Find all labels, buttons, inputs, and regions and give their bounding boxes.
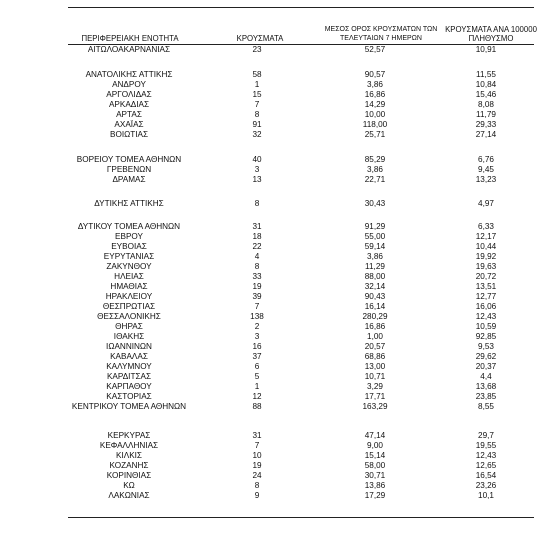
cell-cases: 19 xyxy=(252,461,262,470)
table-row xyxy=(0,165,550,175)
cell-cases-per-100k: 16,06 xyxy=(475,302,497,311)
table-row xyxy=(0,199,550,209)
cell-avg-7-days: 59,14 xyxy=(364,242,386,251)
cell-avg-7-days: 17,71 xyxy=(364,392,386,401)
cell-avg-7-days: 47,14 xyxy=(364,431,386,440)
cell-region: ΗΛΕΙΑΣ xyxy=(114,272,144,281)
cell-region: ΘΕΣΠΡΩΤΙΑΣ xyxy=(102,302,156,311)
cell-cases-per-100k: 9,45 xyxy=(478,165,494,174)
cell-cases: 15 xyxy=(252,90,262,99)
cell-region: ΚΑΡΠΑΘΟΥ xyxy=(106,382,152,391)
cell-cases-per-100k: 6,76 xyxy=(478,155,494,164)
cell-cases-per-100k: 12,43 xyxy=(475,451,497,460)
cell-cases: 24 xyxy=(252,471,262,480)
cell-cases-per-100k: 4,97 xyxy=(478,199,494,208)
cell-cases-per-100k: 13,68 xyxy=(475,382,497,391)
cell-avg-7-days: 3,86 xyxy=(367,165,383,174)
cell-avg-7-days: 30,43 xyxy=(364,199,386,208)
cell-cases: 12 xyxy=(252,392,262,401)
table-row xyxy=(0,451,550,461)
cell-cases-per-100k: 11,79 xyxy=(476,110,496,119)
cell-cases-per-100k: 13,23 xyxy=(475,175,497,184)
cell-region: ΒΟΡΕΙΟΥ ΤΟΜΕΑ ΑΘΗΝΩΝ xyxy=(76,155,182,164)
cell-cases: 8 xyxy=(254,199,260,208)
cell-cases: 10 xyxy=(252,451,262,460)
cell-cases-per-100k: 29,33 xyxy=(475,120,497,129)
cell-cases: 39 xyxy=(252,292,262,301)
cell-avg-7-days: 15,14 xyxy=(364,451,386,460)
table-row xyxy=(0,130,550,140)
cell-avg-7-days: 85,29 xyxy=(364,155,386,164)
table-row xyxy=(0,272,550,282)
table-row xyxy=(0,342,550,352)
cell-avg-7-days: 88,00 xyxy=(364,272,386,281)
table-row xyxy=(0,252,550,262)
cell-cases: 3 xyxy=(254,165,260,174)
cell-region: ΖΑΚΥΝΘΟΥ xyxy=(106,262,152,271)
cell-cases: 31 xyxy=(252,431,262,440)
cell-avg-7-days: 90,57 xyxy=(364,70,386,79)
cell-region: ΔΡΑΜΑΣ xyxy=(112,175,146,184)
cell-avg-7-days: 32,14 xyxy=(364,282,386,291)
cell-region: ΕΥΡΥΤΑΝΙΑΣ xyxy=(103,252,155,261)
cell-region: ΑΝΔΡΟΥ xyxy=(112,80,146,89)
table-row xyxy=(0,441,550,451)
cell-region: ΓΡΕΒΕΝΩΝ xyxy=(106,165,152,174)
cell-avg-7-days: 30,71 xyxy=(364,471,386,480)
cell-cases: 18 xyxy=(252,232,262,241)
cell-cases-per-100k: 8,55 xyxy=(478,402,494,411)
cell-avg-7-days: 9,00 xyxy=(367,441,383,450)
cell-avg-7-days: 14,29 xyxy=(364,100,386,109)
cell-region: ΚΑΣΤΟΡΙΑΣ xyxy=(106,392,152,401)
cell-avg-7-days: 3,29 xyxy=(367,382,383,391)
header-avg-7-days: ΜΕΣΟΣ ΟΡΟΣ ΚΡΟΥΣΜΑΤΩΝ ΤΩΝ ΤΕΛΕΥΤΑΙΩΝ 7 ΗΜΕΡΩΝ xyxy=(324,26,438,42)
cell-avg-7-days: 25,71 xyxy=(364,130,386,139)
cell-cases-per-100k: 12,77 xyxy=(475,292,497,301)
table-row xyxy=(0,461,550,471)
cell-cases-per-100k: 20,37 xyxy=(475,362,497,371)
table-row xyxy=(0,392,550,402)
cell-cases: 9 xyxy=(254,491,260,500)
cell-region: ΚΕΡΚΥΡΑΣ xyxy=(107,431,151,440)
table-row xyxy=(0,382,550,392)
cell-cases: 32 xyxy=(252,130,262,139)
cell-cases: 58 xyxy=(252,70,262,79)
table-row xyxy=(0,332,550,342)
cell-region: ΗΡΑΚΛΕΙΟΥ xyxy=(105,292,153,301)
cell-cases-per-100k: 10,1 xyxy=(478,491,494,500)
table-row xyxy=(0,352,550,362)
cell-avg-7-days: 52,57 xyxy=(364,45,386,54)
cell-cases: 2 xyxy=(254,322,260,331)
cell-region: ΚΑΛΥΜΝΟΥ xyxy=(106,362,152,371)
cell-cases: 3 xyxy=(254,332,260,341)
cell-cases-per-100k: 8,08 xyxy=(478,100,494,109)
cell-avg-7-days: 17,29 xyxy=(364,491,386,500)
cell-region: ΑΡΚΑΔΙΑΣ xyxy=(108,100,150,109)
cell-region: ΚΑΒΑΛΑΣ xyxy=(110,352,148,361)
cell-cases: 91 xyxy=(252,120,262,129)
cell-region: ΘΕΣΣΑΛΟΝΙΚΗΣ xyxy=(97,312,161,321)
cell-avg-7-days: 1,00 xyxy=(367,332,383,341)
header-cases: ΚΡΟΥΣΜΑΤΑ xyxy=(236,34,284,43)
cell-cases: 7 xyxy=(254,100,260,109)
table-row xyxy=(0,242,550,252)
cell-cases: 13 xyxy=(252,175,262,184)
cell-cases: 40 xyxy=(252,155,262,164)
cell-avg-7-days: 3,86 xyxy=(367,80,383,89)
cell-avg-7-days: 91,29 xyxy=(364,222,386,231)
cell-cases-per-100k: 12,17 xyxy=(475,232,497,241)
cell-avg-7-days: 10,00 xyxy=(364,110,386,119)
cell-cases-per-100k: 20,72 xyxy=(475,272,497,281)
table-row xyxy=(0,70,550,80)
cell-region: ΑΝΑΤΟΛΙΚΗΣ ΑΤΤΙΚΗΣ xyxy=(85,70,173,79)
cell-avg-7-days: 16,86 xyxy=(364,322,386,331)
cell-region: ΔΥΤΙΚΗΣ ΑΤΤΙΚΗΣ xyxy=(94,199,164,208)
cell-cases: 6 xyxy=(254,362,260,371)
cell-region: ΚΕΦΑΛΛΗΝΙΑΣ xyxy=(99,441,159,450)
table-row xyxy=(0,120,550,130)
cell-avg-7-days: 10,71 xyxy=(364,372,386,381)
cell-region: ΚΩ xyxy=(123,481,135,490)
table-bottom-rule xyxy=(68,517,534,518)
cell-cases: 1 xyxy=(254,382,260,391)
table-row xyxy=(0,491,550,501)
cell-cases-per-100k: 19,92 xyxy=(475,252,497,261)
header-cases-per-100k: ΚΡΟΥΣΜΑΤΑ ΑΝΑ 100000 ΠΛΗΘΥΣΜΟ xyxy=(445,25,537,43)
table-row xyxy=(0,322,550,332)
cell-cases-per-100k: 12,43 xyxy=(475,312,497,321)
table-row xyxy=(0,90,550,100)
cell-cases-per-100k: 10,84 xyxy=(475,80,497,89)
cell-avg-7-days: 13,00 xyxy=(364,362,386,371)
cell-cases: 31 xyxy=(252,222,262,231)
cell-avg-7-days: 3,86 xyxy=(367,252,383,261)
table-row xyxy=(0,481,550,491)
cell-cases: 138 xyxy=(250,312,264,321)
cell-cases-per-100k: 23,26 xyxy=(475,481,497,490)
cell-region: ΑΡΓΟΛΙΔΑΣ xyxy=(106,90,152,99)
table-row xyxy=(0,292,550,302)
cell-avg-7-days: 20,57 xyxy=(364,342,386,351)
cell-cases: 4 xyxy=(254,252,260,261)
table-row xyxy=(0,471,550,481)
cell-region: ΚΟΡΙΝΘΙΑΣ xyxy=(106,471,152,480)
cell-region: ΛΑΚΩΝΙΑΣ xyxy=(108,491,150,500)
cell-cases-per-100k: 27,14 xyxy=(475,130,497,139)
cell-region: ΚΑΡΔΙΤΣΑΣ xyxy=(106,372,152,381)
table-row xyxy=(0,302,550,312)
cell-region: ΚΙΛΚΙΣ xyxy=(115,451,142,460)
cell-avg-7-days: 55,00 xyxy=(364,232,386,241)
cell-cases-per-100k: 11,55 xyxy=(476,70,496,79)
cell-avg-7-days: 68,86 xyxy=(364,352,386,361)
cell-cases-per-100k: 10,44 xyxy=(475,242,497,251)
table-row xyxy=(0,402,550,412)
table-row xyxy=(0,222,550,232)
cell-cases-per-100k: 29,62 xyxy=(475,352,497,361)
cell-cases: 1 xyxy=(254,80,260,89)
cell-avg-7-days: 118,00 xyxy=(362,120,388,129)
cell-cases: 7 xyxy=(254,441,260,450)
cell-avg-7-days: 16,86 xyxy=(364,90,386,99)
cell-region: ΔΥΤΙΚΟΥ ΤΟΜΕΑ ΑΘΗΝΩΝ xyxy=(77,222,181,231)
cell-avg-7-days: 16,14 xyxy=(364,302,386,311)
cell-region: ΘΗΡΑΣ xyxy=(115,322,143,331)
cell-cases: 5 xyxy=(254,372,260,381)
table-row xyxy=(0,80,550,90)
cell-avg-7-days: 90,43 xyxy=(364,292,386,301)
table-row xyxy=(0,372,550,382)
cell-cases-per-100k: 10,59 xyxy=(475,322,497,331)
cell-region: ΑΧΑΪΑΣ xyxy=(114,120,144,129)
cell-avg-7-days: 22,71 xyxy=(364,175,386,184)
cell-cases: 22 xyxy=(252,242,262,251)
cell-cases-per-100k: 19,55 xyxy=(475,441,497,450)
cell-cases: 7 xyxy=(254,302,260,311)
cell-region: ΒΟΙΩΤΙΑΣ xyxy=(109,130,149,139)
cell-cases: 8 xyxy=(254,110,260,119)
table-row xyxy=(0,175,550,185)
cell-avg-7-days: 280,29 xyxy=(362,312,388,321)
cell-region: ΑΡΤΑΣ xyxy=(116,110,142,119)
cell-avg-7-days: 163,29 xyxy=(362,402,388,411)
cell-cases-per-100k: 12,65 xyxy=(475,461,497,470)
table-row xyxy=(0,362,550,372)
table-row xyxy=(0,100,550,110)
cell-cases: 16 xyxy=(252,342,262,351)
cell-cases-per-100k: 29,7 xyxy=(478,431,494,440)
header-region: ΠΕΡΙΦΕΡΕΙΑΚΗ ΕΝΟΤΗΤΑ xyxy=(81,34,179,43)
cell-region: ΚΕΝΤΡΙΚΟΥ ΤΟΜΕΑ ΑΘΗΝΩΝ xyxy=(71,402,187,411)
cell-cases-per-100k: 23,85 xyxy=(475,392,497,401)
cell-cases-per-100k: 19,63 xyxy=(475,262,497,271)
cell-cases: 37 xyxy=(252,352,262,361)
table-row xyxy=(0,431,550,441)
cell-region: ΙΘΑΚΗΣ xyxy=(113,332,145,341)
table-row xyxy=(0,45,550,55)
cell-cases-per-100k: 9,53 xyxy=(478,342,494,351)
cell-region: ΙΩΑΝΝΙΝΩΝ xyxy=(106,342,152,351)
cell-avg-7-days: 58,00 xyxy=(364,461,386,470)
cell-cases-per-100k: 92,85 xyxy=(475,332,497,341)
cell-region: ΕΒΡΟΥ xyxy=(115,232,143,241)
cell-cases-per-100k: 13,51 xyxy=(475,282,497,291)
cell-cases-per-100k: 16,54 xyxy=(475,471,497,480)
cell-cases: 19 xyxy=(252,282,262,291)
cell-avg-7-days: 13,86 xyxy=(364,481,386,490)
cell-cases: 88 xyxy=(252,402,262,411)
cell-cases: 8 xyxy=(254,481,260,490)
table-row xyxy=(0,232,550,242)
cell-cases: 8 xyxy=(254,262,260,271)
cell-cases-per-100k: 10,91 xyxy=(475,45,497,54)
table-row xyxy=(0,262,550,272)
cell-cases-per-100k: 4,4 xyxy=(480,372,492,381)
table-row xyxy=(0,110,550,120)
cell-avg-7-days: 11,29 xyxy=(365,262,385,271)
table-row xyxy=(0,312,550,322)
table-row xyxy=(0,282,550,292)
cell-region: ΑΙΤΩΛΟΑΚΑΡΝΑΝΙΑΣ xyxy=(87,45,171,54)
cell-region: ΗΜΑΘΙΑΣ xyxy=(110,282,148,291)
table-row xyxy=(0,155,550,165)
cell-region: ΚΟΖΑΝΗΣ xyxy=(109,461,149,470)
cell-cases-per-100k: 15,46 xyxy=(475,90,497,99)
cell-cases: 23 xyxy=(252,45,262,54)
cell-region: ΕΥΒΟΙΑΣ xyxy=(111,242,147,251)
cell-cases: 33 xyxy=(252,272,262,281)
cell-cases-per-100k: 6,33 xyxy=(478,222,494,231)
